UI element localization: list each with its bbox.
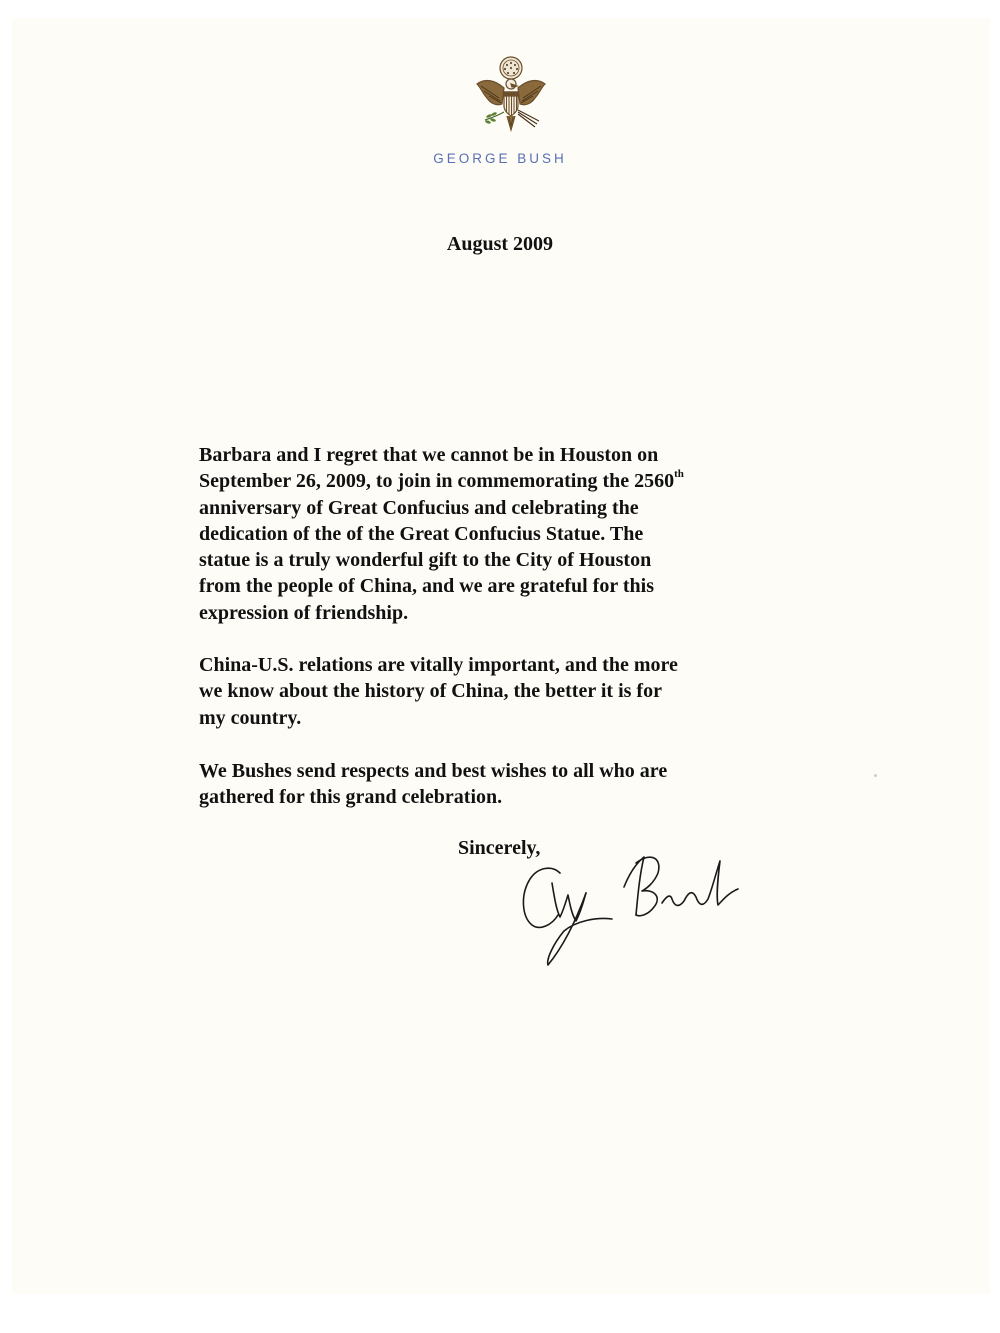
signature-icon (512, 843, 744, 973)
paragraph-1-line-text: September 26, 2009, to join in commemorating the 2560 (199, 470, 675, 493)
ordinal-suffix: th (674, 467, 684, 480)
paragraph-2-line: we know about the history of China, the better it is for (199, 680, 662, 703)
paragraph-1-line (199, 468, 779, 494)
paragraph-1-line: Barbara and I regret that we cannot be in Houston on (199, 444, 659, 466)
paragraph-2-line: my country. (199, 706, 302, 729)
letter-date: August 2009 (446, 233, 554, 255)
paragraph-2 (199, 652, 779, 731)
eagle-seal-icon (471, 54, 551, 140)
paper-speck (874, 774, 877, 777)
paragraph-1-line: statue is a truly wonderful gift to the City of Houston (199, 549, 652, 572)
paragraph-1-line: from the people of China, and we are grateful for this (199, 575, 654, 598)
paragraph-3 (199, 758, 779, 811)
paragraph-1-line: expression of friendship. (199, 601, 409, 624)
paragraph-2-line: China-U.S. relations are vitally important, and the more (199, 654, 678, 676)
paragraph-3-line: We Bushes send respects and best wishes to all who are (199, 760, 668, 782)
letterhead-name: GEORGE BUSH (433, 151, 567, 166)
paragraph-1 (199, 442, 779, 626)
closing-salutation: Sincerely, (458, 837, 541, 859)
paragraph-1-line: dedication of the of the Great Confucius Statue. The (199, 522, 644, 545)
paragraph-3-line: gathered for this grand celebration. (199, 786, 503, 809)
paragraph-1-line: anniversary of Great Confucius and celebrating the (199, 496, 639, 519)
